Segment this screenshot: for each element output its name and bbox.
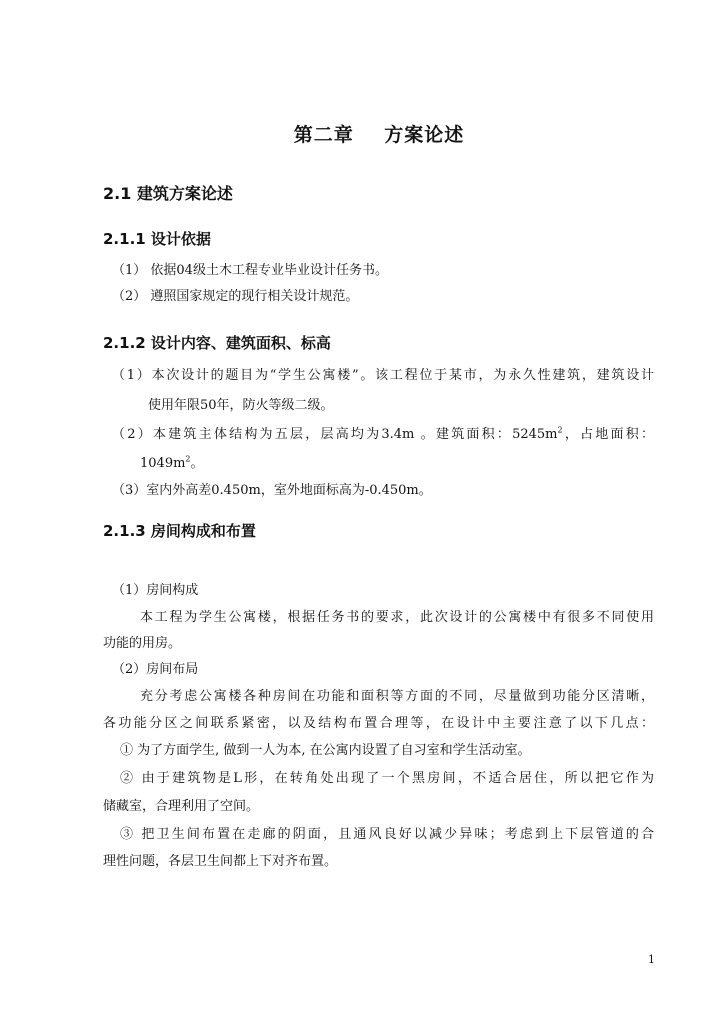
section-heading-2-1-1: 2.1.1 设计依据 [103,230,211,248]
room-layout-label: （2）房间布局 [112,662,199,677]
footprint-label: ，占地面积： [562,427,654,442]
layout-point-1: ① 为了方面学生, 做到一人为本, 在公寓内设置了自习室和学生活动室。 [120,743,531,758]
content-item-1-line-1: （1）本次设计的题目为“学生公寓楼”。该工程位于某市，为永久性建筑，建筑设计 [112,368,654,383]
footprint-end: 。 [190,456,204,471]
room-composition-label: （1）房间构成 [112,583,199,598]
basis-item-1: （1） 依据04级土木工程专业毕业设计任务书。 [112,263,388,278]
room-composition-line-2: 功能的用房。 [103,636,182,651]
section-heading-2-1-3: 2.1.3 房间构成和布置 [103,522,256,540]
basis-item-2: （2） 遵照国家规定的现行相关设计规范。 [112,289,359,304]
layout-point-3-line-2: 理性问题，各层卫生间都上下对齐布置。 [103,854,338,869]
room-layout-line-2: 各功能分区之间联系紧密，以及结构布置合理等，在设计中主要注意了以下几点： [103,716,654,731]
content-item-2-line-1 [112,426,654,444]
area-unit-superscript: 2 [557,425,563,435]
footprint-unit-superscript: 2 [185,454,191,464]
area-text: （2）本建筑主体结构为五层，层高均为3.4m 。建筑面积：5245m [112,427,558,442]
chapter-title: 第二章 方案论述 [293,124,465,146]
layout-point-2-line-2: 储藏室，合理利用了空间。 [103,799,260,814]
layout-point-2-line-1: ② 由于建筑物是L形，在转角处出现了一个黑房间，不适合居住，所以把它作为 [120,771,654,786]
section-heading-2-1: 2.1 建筑方案论述 [103,184,233,203]
layout-point-3-line-1: ③ 把卫生间布置在走廊的阴面，且通风良好以减少异味；考虑到上下层管道的合 [120,827,654,842]
room-composition-line-1: 本工程为学生公寓楼，根据任务书的要求，此次设计的公寓楼中有很多不同使用 [140,610,654,625]
content-item-3: （3）室内外高差0.450m，室外地面标高为-0.450m。 [112,483,432,498]
content-item-2-line-2 [140,455,204,473]
footprint-value: 1049m [140,456,186,471]
page-number: 1 [648,953,655,966]
section-heading-2-1-2: 2.1.2 设计内容、建筑面积、标高 [103,334,331,352]
room-layout-line-1: 充分考虑公寓楼各种房间在功能和面积等方面的不同，尽量做到功能分区清晰， [140,689,654,704]
content-item-1-line-2: 使用年限50年，防火等级二级。 [148,398,334,413]
